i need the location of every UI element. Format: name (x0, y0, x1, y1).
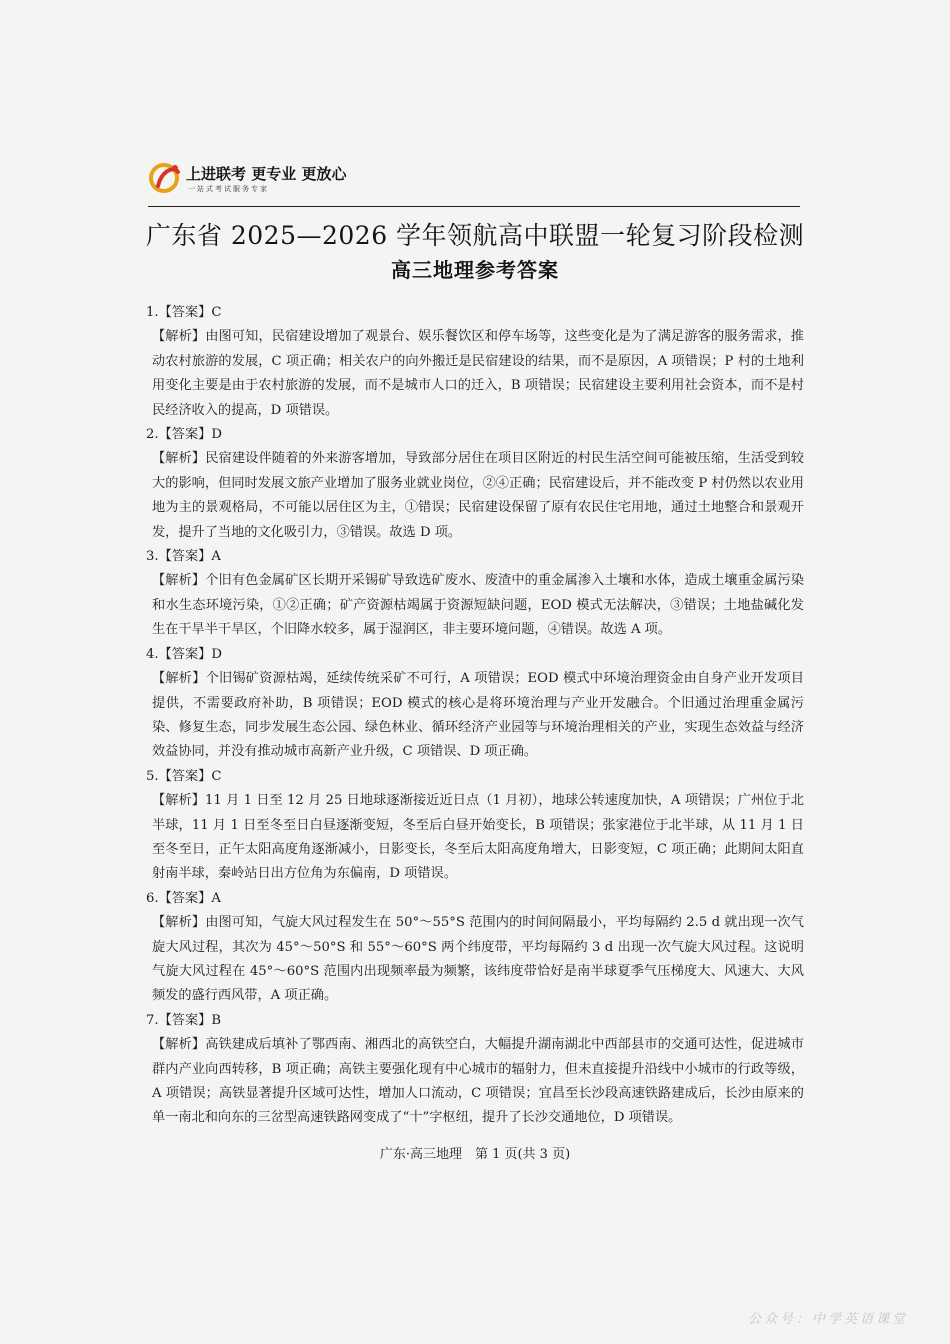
question-item (146, 301, 804, 423)
answer-line: 5.【答案】C (146, 768, 222, 784)
explanation-text: 【解析】由图可知，民宿建设增加了观景台、娱乐餐饮区和停车场等，这些变化是为了满足游客的服务需求，推动农村旅游的发展，C 项正确；相关农户的向外搬迁是民宿建设的结果，而不是原因，A 项错误；P 村的土地利用变化主要是由于农村旅游的发展，而不是城市人口的迁入，B 项错误；民宿建设主要利用社会资本，而不是村民经济收入的提高，D 项错误。 (152, 329, 804, 418)
page-subtitle: 高三地理参考答案 (391, 258, 559, 282)
explanation-text: 【解析】个旧锡矿资源枯竭，延续传统采矿不可行，A 项错误；EOD 模式中环境治理资金由自身产业开发项目提供，不需要政府补助，B 项错误；EOD 模式的核心是将环境治理与产业开发融合。个旧通过治理重金属污染、修复生态，同步发展生态公园、绿色林业、循环经济产业园等与环境治理相关的产业，实现生态效益与经济效益协同，并没有推动城市高新产业升级，C 项错误、D 项正确。 (152, 671, 804, 760)
answer-line: 4.【答案】D (146, 646, 222, 662)
question-item (146, 887, 804, 1009)
explanation-text: 【解析】高铁建成后填补了鄂西南、湘西北的高铁空白，大幅提升湖南湖北中西部县市的交通可达性，促进城市群内产业向西转移，B 项正确；高铁主要强化现有中心城市的辐射力，但未直接提升沿线中小城市的行政等级，A 项错误；高铁显著提升区域可达性，增加人口流动，C 项错误；宜昌至长沙段高速铁路建成后，长沙由原来的单一南北和向东的三岔型高速铁路网变成了“十”字枢纽，提升了长沙交通地位，D 项错误。 (152, 1037, 804, 1126)
explanation-text: 【解析】由图可知，气旋大风过程发生在 50°～55°S 范围内的时间间隔最小，平均每隔约 2.5 d 就出现一次气旋大风过程，其次为 45°～50°S 和 55°～60°S 两个纬度带，平均每隔约 3 d 出现一次气旋大风过程。这说明气旋大风过程在 45°～60°S 范围内出现频率最为频繁，该纬度带恰好是南半球夏季气压梯度大、风速大、大风频发的盛行西风带，A 项正确。 (152, 915, 804, 1004)
explanation-text: 【解析】民宿建设伴随着的外来游客增加，导致部分居住在项目区附近的村民生活空间可能被压缩，生活受到较大的影响，但同时发展文旅产业增加了服务业就业岗位，②④正确；民宿建设后，并不能改变 P 村仍然以农业用地为主的景观格局，不可能以居住区为主，①错误；民宿建设保留了原有农民住宅用地，通过土地整合和景观开发，提升了当地的文化吸引力，③错误。故选 D 项。 (152, 451, 804, 540)
header-divider (148, 206, 800, 207)
question-item (146, 643, 804, 765)
answer-line: 6.【答案】A (146, 890, 221, 906)
page-footer: 广东·高三地理 第 1 页(共 3 页) (379, 1147, 571, 1162)
watermark: 公众号：中学英语课堂 (747, 1312, 908, 1327)
answer-list (146, 301, 804, 1131)
question-item (146, 423, 804, 545)
explanation-text: 【解析】11 月 1 日至 12 月 25 日地球逐渐接近近日点（1 月初），地球公转速度加快，A 项错误；广州位于北半球，11 月 1 日至冬至日白昼逐渐变短，冬至后白昼开始变长，B 项错误；张家港位于北半球，从 11 月 1 日至冬至日，正午太阳高度角逐渐减小，日影变长，冬至后太阳高度角增大，日影变短，C 项正确；此期间太阳直射南半球，秦岭站日出方位角为东偏南，D 项错误。 (152, 793, 804, 882)
logo-slogan: 上进联考 更专业 更放心 (186, 165, 347, 183)
logo-tagline: 一站式考试服务专家 (188, 185, 269, 193)
explanation-text: 【解析】个旧有色金属矿区长期开采锡矿导致选矿废水、废渣中的重金属渗入土壤和水体，造成土壤重金属污染和水生态环境污染，①②正确；矿产资源枯竭属于资源短缺问题，EOD 模式无法解决，③错误；土地盐碱化发生在干旱半干旱区，个旧降水较多，属于湿润区，非主要环境问题，④错误。故选 A 项。 (152, 573, 804, 638)
answer-line: 1.【答案】C (146, 305, 222, 320)
question-item (146, 545, 804, 643)
logo (148, 160, 347, 200)
question-item (146, 765, 804, 887)
question-item (146, 1009, 804, 1131)
logo-mark-icon (148, 160, 184, 196)
page-title: 广东省 2025—2026 学年领航高中联盟一轮复习阶段检测 (145, 221, 805, 250)
answer-line: 7.【答案】B (146, 1012, 222, 1028)
answer-line: 3.【答案】A (146, 549, 221, 565)
answer-line: 2.【答案】D (146, 427, 222, 443)
